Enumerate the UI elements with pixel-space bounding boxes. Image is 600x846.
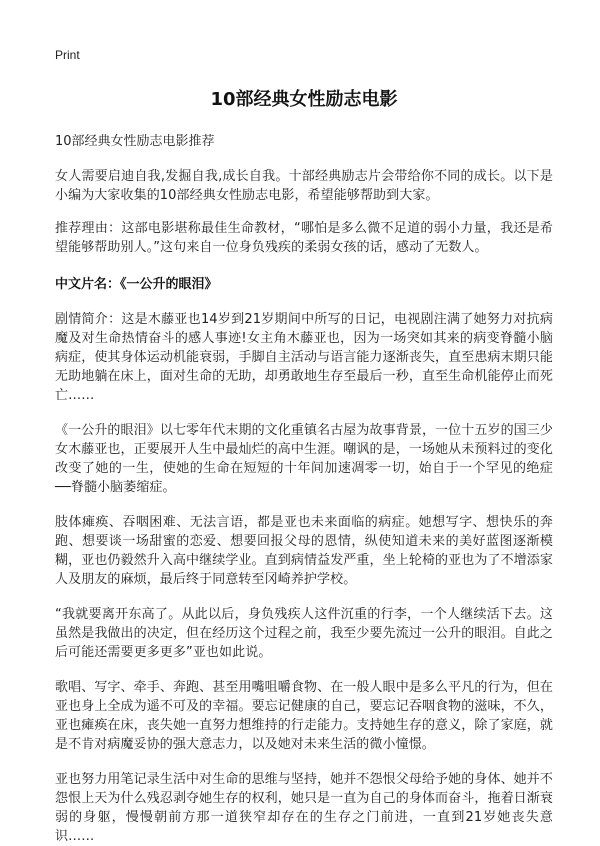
body-paragraph: 剧情简介：这是木藤亚也14岁到21岁期间中所写的日记，电视剧注满了她努力对抗病魔及对生命热情奋斗的感人事迹!女主角木藤亚也，因为一场突如其来的病变脊髓小脑病症，使其身体运动机能衰弱，手脚自主活动与语言能力逐渐丧失，直至患病末期只能无助地躺在床上，面对生命的无助，却勇敢地生存至最后一秒，直至生命机能停止而死亡…… [55, 312, 553, 403]
intro-paragraph: 女人需要启迪自我,发掘自我,成长自我。十部经典励志片会带给你不同的成长。以下是小编为大家收集的10部经典女性励志电影，希望能够帮助到大家。 [55, 169, 553, 203]
body-paragraph: 肢体瘫痪、吞咽困难、无法言语，都是亚也未来面临的病症。她想写字、想快乐的奔跑、想要谈一场甜蜜的恋爱、想要回报父母的恩情，纵使知道未来的美好蓝图逐渐模糊，亚也仍毅然升入高中继续学业。直到病情益发严重，坐上轮椅的亚也为了不增添家人及朋友的麻烦，最后终于同意转至冈崎养护学校。 [55, 515, 553, 587]
body-paragraph: “我就要离开东高了。从此以后，身负残疾人这件沉重的行李，一个人继续活下去。这虽然是我做出的决定，但在经历这个过程之前，我至少要先流过一公升的眼泪。自此之后可能还需要更多更多”亚也如此说。 [55, 607, 553, 660]
page-title: 10部经典女性励志电影 [210, 89, 398, 110]
body-paragraph: 歌唱、写字、牵手、奔跑、甚至用嘴咀嚼食物、在一般人眼中是多么平凡的行为，但在亚也身上全成为遥不可及的幸福。要忘记健康的自己，要忘记吞咽食物的滋味，不久，亚也瘫痪在床，丧失她一直努力想维持的行走能力。支持她生存的意义，除了家庭，就是不肯对病魔妥协的强大意志力，以及她对未来生活的微小憧憬。 [55, 680, 553, 752]
article-subtitle: 10部经典女性励志电影推荐 [55, 134, 215, 149]
section-heading: 中文片名：《一公升的眼泪》 [55, 277, 218, 292]
recommendation-paragraph: 推荐理由：这部电影堪称最佳生命教材，“哪怕是多么微不足道的弱小力量，我还是希望能够帮助别人。”这句来自一位身负残疾的柔弱女孩的话，感动了无数人。 [55, 221, 553, 255]
body-paragraph: 亚也努力用笔记录生活中对生命的思维与坚持，她并不怨恨父母给予她的身体、她并不怨恨上天为什么残忍剥夺她生存的权利，她只是一直为自己的身体而奋斗，拖着日渐衰弱的身躯，慢慢朝前方那一道狭窄却存在的生存之门前进，一直到21岁她丧失意识…… [55, 772, 553, 844]
body-paragraph: 《一公升的眼泪》以七零年代末期的文化重镇名古屋为故事背景，一位十五岁的国三少女木藤亚也，正要展开人生中最灿烂的高中生涯。嘲讽的是，一场她从未预料过的变化改变了她的一生，使她的生命在短短的十年间加速凋零一切，始自于一个罕见的绝症──脊髓小脑萎缩症。 [55, 423, 553, 495]
print-link[interactable]: Print [55, 48, 80, 62]
